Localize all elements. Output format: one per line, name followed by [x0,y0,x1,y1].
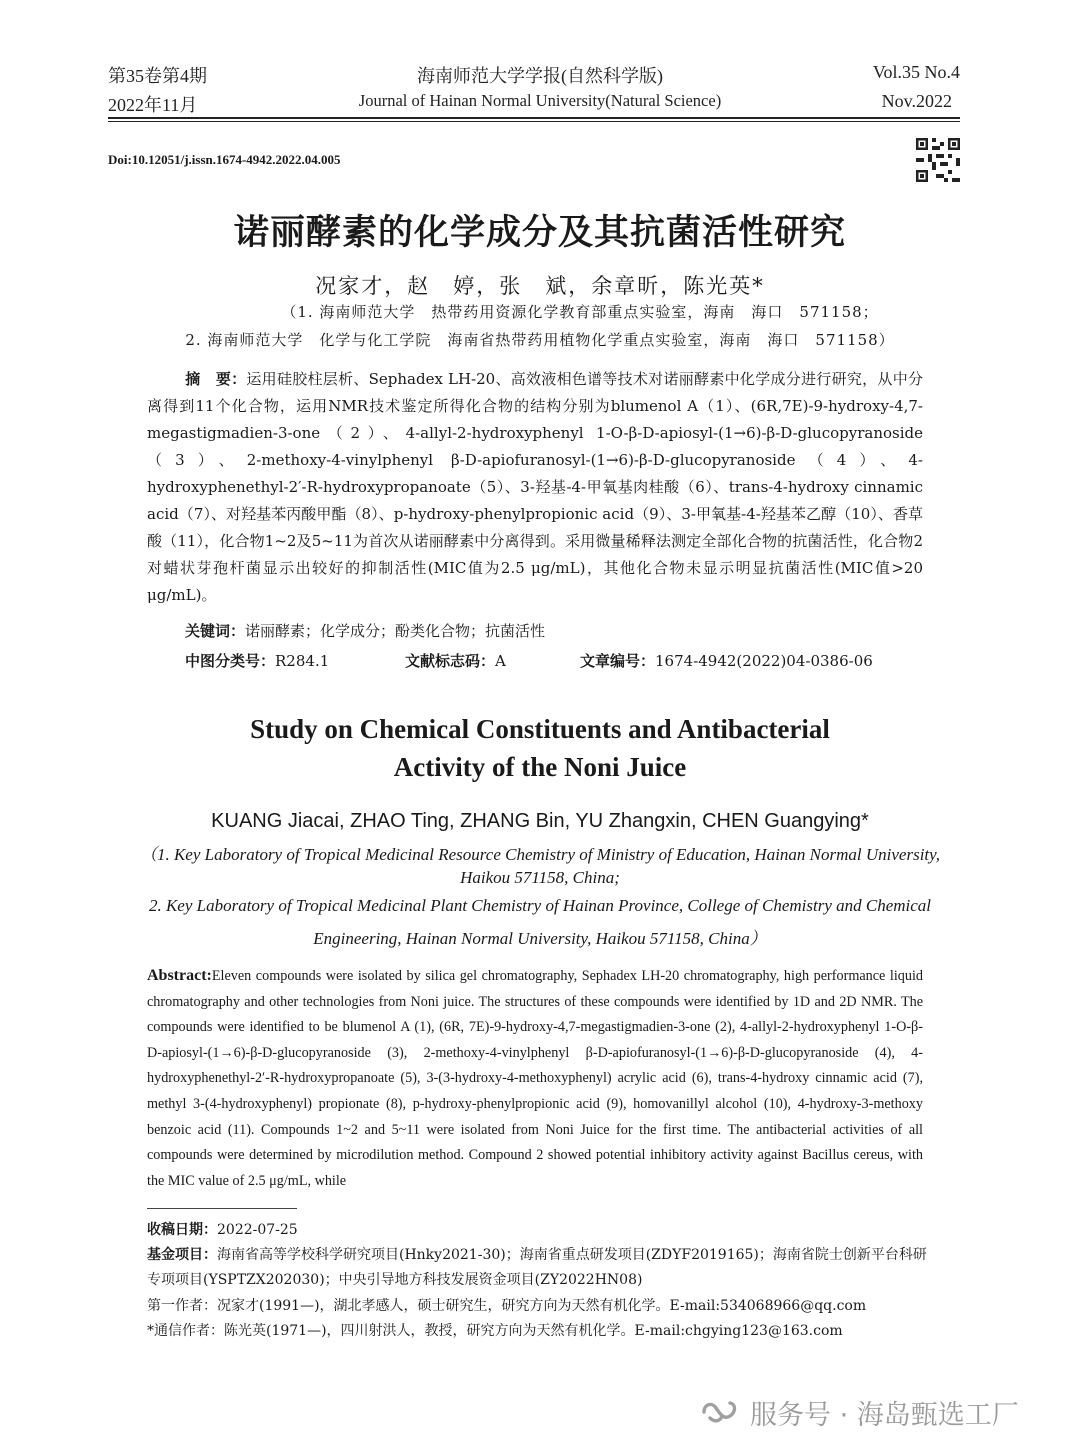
fund-value: 海南省高等学校科学研究项目(Hnky2021-30)；海南省重点研发项目(ZDYF2019165)；海南省院士创新平台科研专项项目(YSPTZX202030)；中央引导地方科技发展资金项目(ZY2022HN08) [147,1247,927,1288]
received-label: 收稿日期： [147,1222,217,1238]
footnote-rule [147,1208,297,1209]
affiliation-en-2: 2. Key Laboratory of Tropical Medicinal Plant Chemistry of Hainan Province, College of Chemistry and Chemical [148,896,932,915]
abstract-cn-label: 摘 要： [185,370,247,388]
watermark [700,1392,1019,1432]
abstract-cn [147,366,923,609]
wechat-channel-icon [700,1396,740,1428]
title-en-line-1: Study on Chemical Constituents and Antibacterial [250,714,830,744]
clc-label: 中图分类号： [185,652,276,670]
doi: Doi:10.12051/j.issn.1674-4942.2022.04.005 [108,152,341,167]
header-rule [108,117,960,119]
abstract-en [147,963,923,1194]
fund-projects [147,1243,937,1293]
fund-label: 基金项目： [147,1247,217,1263]
header-journal-en: Journal of Hainan Normal University(Natural Science) [358,91,722,110]
affiliation-en-1-city: Haikou 571158, China; [460,868,620,887]
document-code [405,650,506,671]
header-journal-cn: 海南师范大学学报(自然科学版) [417,66,663,86]
clc-value: R284.1 [275,652,330,670]
title-cn: 诺丽酵素的化学成分及其抗菌活性研究 [233,212,846,253]
article-number-value: 1674-4942(2022)04-0386-06 [655,652,873,670]
article-number [580,650,873,671]
title-en-line-2: Activity of the Noni Juice [393,752,687,782]
abstract-cn-text: 运用硅胶柱层析、Sephadex LH-20、高效液相色谱等技术对诺丽酵素中化学成分进行研究，从中分离得到11个化合物，运用NMR技术鉴定所得化合物的结构分别为blumenol A（1）、(6R,7E)-9-hydroxy-4,7-megastigmadien-3-one（2）、4-allyl-2-hydroxyphenyl 1-O-β-D-apiosyl-(1→6)-β-D-glucopyranoside（3）、2-methoxy-4-vinylphenyl β-D-apiofuranosyl-(1→6)-β-D-glucopyranoside（4）、4-hydroxyphenethyl-2′-R-hydroxypropanoate（5）、3-羟基-4-甲氧基肉桂酸（6）、trans-4-hydroxy cinnamic acid（7）、对羟基苯丙酸甲酯（8）、p-hydroxy-phenylpropionic acid（9）、3-甲氧基-4-羟基苯乙醇（10）、香草酸（11），化合物1~2及5~11为首次从诺丽酵素中分离得到。采用微量稀释法测定全部化合物的抗菌活性，化合物2对蜡状芽孢杆菌显示出较好的抑制活性(MIC值为2.5 μg/mL)，其他化合物未显示明显抗菌活性(MIC值>20 μg/mL)。 [147,370,923,604]
header-vol-issue-en: Vol.35 No.4 [872,62,960,82]
keywords-cn [185,620,545,641]
affiliation-en-2-cont: Engineering, Hainan Normal University, Haikou 571158, China） [313,929,767,948]
received-value: 2022-07-25 [217,1222,298,1238]
doc-code-label: 文献标志码： [405,652,496,670]
abstract-en-text: Eleven compounds were isolated by silica gel chromatography, Sephadex LH-20 chromatography, high performance liquid chromatography and other technologies from Noni juice. The structures of these compounds were identified by 1D and 2D NMR. The compounds were identified to be blumenol A (1), (6R, 7E)-9-hydroxy-4,7-megastigmadien-3-one (2), 4-allyl-2-hydroxyphenyl 1-O-β-D-apiosyl-(1→6)-β-D-glucopyranoside (3), 2-methoxy-4-vinylphenyl β-D-apiofuranosyl-(1→6)-β-D-glucopyranoside (4), 4-hydroxyphenethyl-2′-R-hydroxypropanoate (5), 3-(3-hydroxy-4-methoxyphenyl) acrylic acid (6), trans-4-hydroxy cinnamic acid (7), methyl 3-(4-hydroxyphenyl) propionate (8), p-hydroxy-phenylpropionic acid (9), homovanillyl alcohol (10), 4-hydroxy-3-methoxy benzoic acid (11). Compounds 1~2 and 5~11 were isolated from Noni Juice for the first time. The antibacterial activities of all compounds were determined by microdilution method. Compound 2 showed potential inhibitory activity against Bacillus cereus, with the MIC value of 2.5 μg/mL, while [147,968,923,1189]
abstract-en-label: Abstract: [147,967,212,984]
header-rule-thin [108,121,960,122]
first-author-note: 第一作者：况家才(1991—)，湖北孝感人，硕士研究生，研究方向为天然有机化学。E-mail:534068966@qq.com [147,1298,867,1314]
watermark-text: 服务号 · 海岛甄选工厂 [750,1399,1019,1431]
affiliation-cn-1: （1. 海南师范大学 热带药用资源化学教育部重点实验室，海南 海口 571158； [281,303,879,321]
header-vol-issue-cn: 第35卷第4期 [108,66,207,86]
authors-en: KUANG Jiacai, ZHAO Ting, ZHANG Bin, YU Zhangxin, CHEN Guangying* [211,810,869,832]
header-date-en: Nov.2022 [881,91,952,111]
clc-number [185,650,329,671]
doc-code-value: A [495,652,506,670]
keywords-cn-text: 诺丽酵素；化学成分；酚类化合物；抗菌活性 [245,622,546,640]
keywords-cn-label: 关键词： [185,622,246,640]
affiliation-en-1: （1. Key Laboratory of Tropical Medicinal Resource Chemistry of Ministry of Education, Hainan Normal University, [139,845,941,864]
received-date [147,1218,937,1243]
corresponding-author-note: *通信作者：陈光英(1971—)，四川射洪人，教授，研究方向为天然有机化学。E-mail:chgying123@163.com [147,1323,843,1339]
article-number-label: 文章编号： [580,652,656,670]
affiliation-cn-2: 2. 海南师范大学 化学与化工学院 海南省热带药用植物化学重点实验室，海南 海口 571158） [185,331,895,349]
qr-code-icon [916,138,960,182]
header-date-cn: 2022年11月 [108,95,198,115]
authors-cn: 况家才，赵 婷，张 斌，余章昕，陈光英* [315,274,765,298]
